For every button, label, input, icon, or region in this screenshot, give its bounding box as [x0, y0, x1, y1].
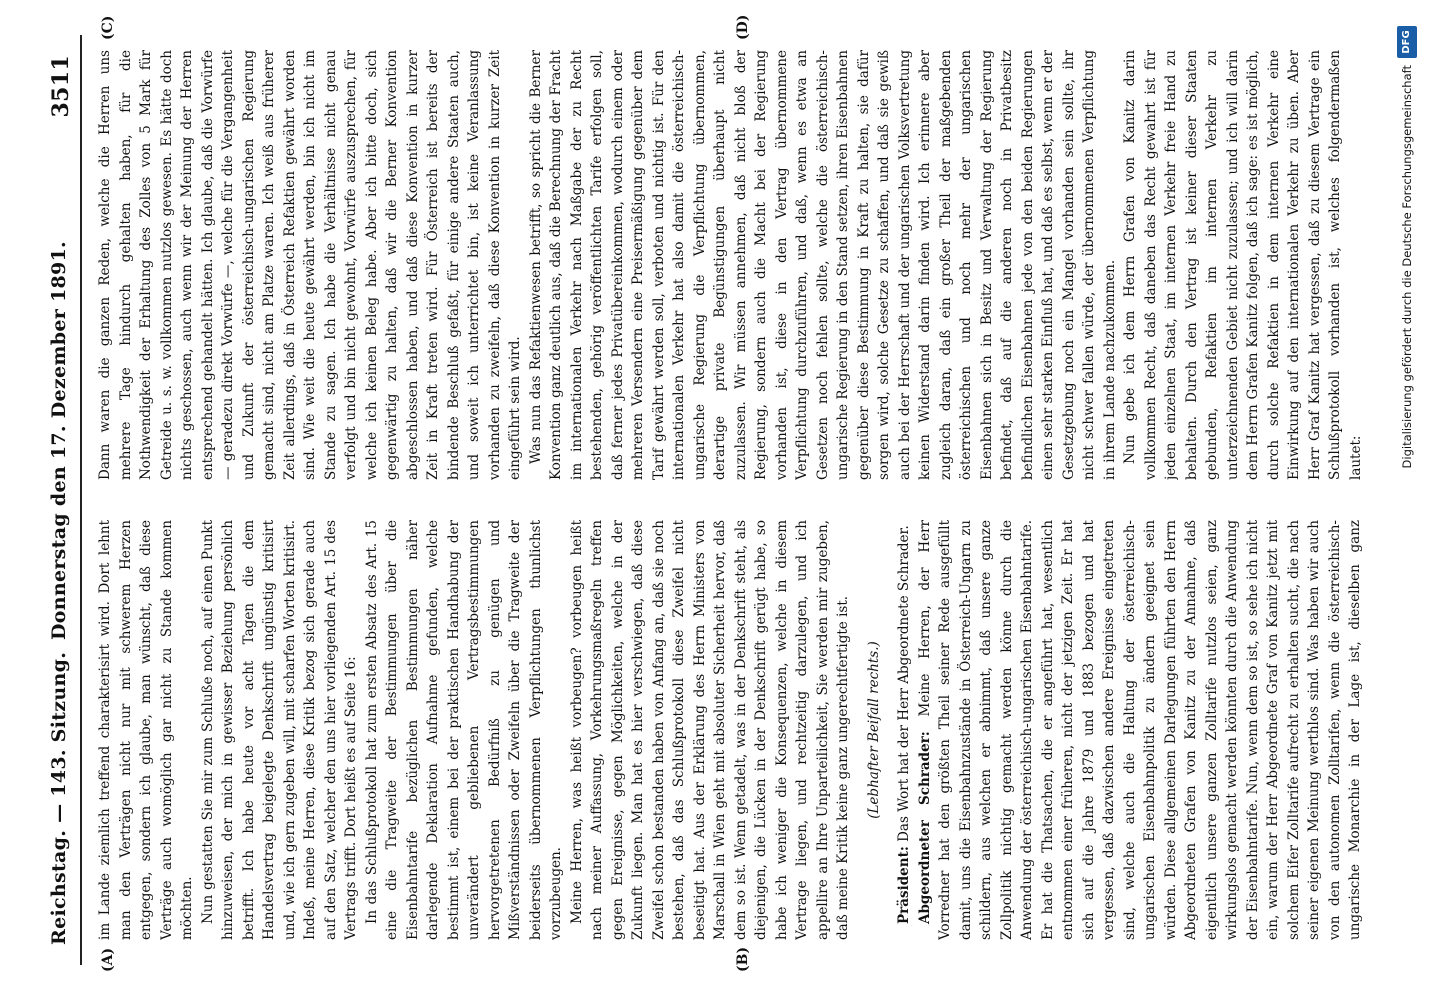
right-column	[95, 50, 1365, 480]
credit-text: Digitalisierung gefördert durch die Deutsche Forschungsgemeinschaft	[1400, 65, 1414, 469]
applause-note: (Lebhafter Beifall rechts.)	[865, 641, 882, 819]
margin-mark-c: (C)	[100, 15, 116, 40]
margin-mark-b: (B)	[735, 946, 751, 972]
speech-text: Meine Herren, der Herr Vorredner hat den größten Theil seiner Rede ausgefüllt damit, uns die Eisenbahnzustände in Österreich-Ungarn zu schildern, aus welchen er abnimmt, daß unsere ganze Zollpolitik nichtig gemacht werden könne durch die Anwendung der österreichisch-ungarischen Eisenbahntarife. Er hat die Thatsachen, die er angeführt hat, wesentlich entnommen einer früheren, nicht der jetzigen Zeit. Er hat sich auf die Jahre 1879 und 1883 bezogen und hat vergessen, daß dazwischen andere Ereignisse eingetreten sind, welche auch die Haltung der österreichisch-ungarischen Eisenbahnpolitik zu ändern geeignet sein würden. Diese allgemeinen Darlegungen führten den Herrn Abgeordneten Grafen von Kanitz zu der Annahme, daß eigentlich unsere ganzen Zolltarife nutzlos seien, ganz wirkungslos gemacht werden könnten durch die Anwendung der Eisenbahntarife. Nun, wenn dem so ist, so sehe ich nicht ein, warum der Herr Abgeordnete Graf von Kanitz jetzt mit solchem Eifer Zolltarife aufrecht zu erhalten sucht, die nach seiner eigenen Meinung werthlos sind. Was haben wir auch von den autonomen Zolltarifen, wenn die österreichisch-ungarische Monarchie in der Lage ist, dieselben ganz	[916, 520, 1363, 940]
paragraph: Nun gestatten Sie mir zum Schluße noch, auf einen Punkt hinzuweisen, der mich in gewisser Beziehung persönlich betrifft. Ich habe heute vor acht Tagen die dem Handelsvertrag beigelegte Denkschrift ungünstig kritisirt und, wie ich gern zugeben will, mit scharfen Worten kritisirt. Indeß, meine Herren, diese Kritik bezog sich gerade auch auf den Satz, welcher den uns hier vorliegenden Art. 15 des Vertrags trifft. Dort heißt es auf Seite 16:	[199, 520, 359, 940]
page-number: 3511	[48, 55, 74, 118]
president-statement	[894, 520, 915, 940]
paragraph: Was nun das Refaktienwesen betrifft, so spricht die Berner Konvention ganz deutlich aus, daß die Berechnung der Fracht im internationalen Verkehr nach Maßgabe der zu Recht bestehenden, gehörig veröffentlichten Tarife erfolgen soll, daß ferner jedes Privatübereinkommen, wodurch einem oder mehreren Versendern eine Preisermäßigung gegenüber dem Tarif gewährt werden soll, verboten und nichtig ist. Für den internationalen Verkehr hat also damit die österreichisch-ungarische Regierung die Verpflichtung übernommen, derartige private Begünstigungen überhaupt nicht zuzulassen. Wir müssen annehmen, daß nicht bloß der Regierung, sondern auch die Macht bei der Regierung vorhanden ist, diese in den Vertrag übernommene Verpflichtung durchzuführen, und daß, wenn es etwa an Gesetzen noch fehlen sollte, welche die österreichisch-ungarische Regierung in den Stand setzen, ihren Eisenbahnen gegenüber diese Bestimmung in Kraft zu halten, sie dafür sorgen wird, solche Gesetze zu schaffen, und daß sie gewiß auch bei der Herrschaft und der ungarischen Volksvertretung keinen Widerstand darin finden wird. Ich erinnere aber zugleich daran, daß ein großer Theil der maßgebenden österreichischen und noch mehr der ungarischen Eisenbahnen sich in Besitz und Verwaltung der Regierung befindet, daß auf die anderen noch in Privatbesitz befindlichen Eisenbahnen jede von den beiden Regierungen einen sehr starken Einfluß hat, und daß es selbst, wenn er der Gesetzgebung noch ein Mangel vorhanden sein sollte, ihr nicht schwer fallen würde, der übernommenen Verpflichtung in ihrem Lande nachzukommen.	[527, 50, 1118, 480]
page-header	[40, 30, 80, 970]
paragraph: Nun gebe ich dem Herrn Grafen von Kanitz darin vollkommen Recht, daß daneben das Recht gewahrt ist für jeden einzelnen Staat, im internen Verkehr freie Hand zu behalten. Durch den Vertrag ist keiner dieser Staaten gebunden, Refaktien im internen Verkehr zu unterzeichnenden Gebiet nicht zuzulassen; und ich will darin dem Herrn Grafen Kanitz folgen, daß ich sage: es ist möglich, durch solche Refaktien in dem internen Verkehr eine Einwirkung auf den internationalen Verkehr zu üben. Aber Herr Graf Kanitz hat vergessen, daß zu diesem Vertrage ein Schlußprotokoll vorhanden ist, welches folgendermaßen lautet:	[1122, 50, 1364, 480]
digitization-credit	[1395, 20, 1421, 980]
header-session: Reichstag. — 143. Sitzung.	[48, 651, 70, 945]
left-column	[95, 520, 1365, 940]
margin-mark-d: (D)	[735, 14, 751, 40]
margin-mark-a: (A)	[100, 947, 116, 972]
schrader-speech	[915, 520, 1366, 940]
header-rule	[80, 35, 82, 965]
speaker-president: Präsident:	[896, 846, 912, 924]
header-date: Donnerstag den 17. Dezember 1891.	[48, 241, 70, 640]
paragraph: Dann waren die ganzen Reden, welche die Herren uns mehrere Tage hindurch gehalten haben, für die Nothwendigkeit der Erhaltung des Zolles von 5 Mark für Getreide u. s. w. vollkommen nutzlos gewesen. Es hätte doch nichts geschossen, auch wenn wir der Meinung der Herren entsprechend gehandelt hätten. Ich glaube, daß die Vorwürfe — geradezu direkt Vorwürfe —, welche für die Vergangenheit und Zukunft der österreichisch-ungarischen Regierung gemacht sind, nicht am Platze waren. Ich weiß aus früherer Zeit allerdings, daß in Österreich Refaktien gewährt worden sind. Wie weit die heute gewährt werden, bin ich nicht im Stande zu sagen. Ich habe die Verhältnisse nicht genau verfolgt und bin nicht gewohnt, Vorwürfe auszusprechen, für welche ich keinen Beleg habe. Aber ich bitte doch, sich gegenwärtig zu halten, daß wir die Berner Konvention abgeschlossen haben, und daß diese Konvention in kurzer Zeit in Kraft treten wird. Für Österreich ist bereits der bindende Beschluß gefaßt, für einige andere Staaten auch, und soweit ich unterrichtet bin, ist keine Veranlassung vorhanden zu zweifeln, daß diese Konvention in kurzer Zeit eingeführt sein wird.	[97, 50, 523, 480]
paragraph-quote: In das Schlußprotokoll hat zum ersten Absatz des Art. 15 eine die Tragweite der Bestimmungen über die Eisenbahntarife bezüglichen Bestimmungen näher darlegende Deklaration Aufnahme gefunden, welche bestimmt ist, einem bei der praktischen Handhabung der unverändert gebliebenen Vertragsbestimmungen hervorgetretenen Bedürfniß zu genügen und Mißverständnissen oder Zweifeln über die Tragweite der beiderseits übernommenen Verpflichtungen thunlichst vorzubeugen.	[363, 520, 564, 940]
president-text: Das Wort hat der Herr Abgeordnete Schrader.	[896, 525, 912, 842]
paragraph: im Lande ziemlich treffend charakterisirt wird. Dort lehnt man den Verträgen nicht nur mit schwerem Herzen entgegen, sondern ich glaube, man wünscht, daß diese Verträge auch womöglich gar nicht zu Stande kommen möchten.	[97, 520, 195, 940]
speaker-schrader: Abgeordneter Schrader:	[916, 731, 933, 924]
paragraph: Meine Herren, was heißt vorbeugen? vorbeugen heißt nach meiner Auffassung, Vorkehrungsmaßregeln treffen gegen Ereignisse, gegen Möglichkeiten, welche in der Zukunft liegen. Man hat es hier verschwiegen, daß diese Zweifel schon bestanden haben von Anfang an, daß sie noch bestehen, daß das Schlußprotokoll diese Zweifel nicht beseitigt hat. Aus der Erklärung des Herrn Ministers von Marschall in Wien geht mit absoluter Sicherheit hervor, daß dem so ist. Wenn getadelt, was in der Denkschrift steht, als diejenigen, die Lücken in der Denkschrift gerügt habe, so habe ich weniger die Konsequenzen, welche in diesem Vertrage liegen, und rechtzeitig darzulegen, und ich appellire an Ihre Unparteilichkeit, Sie werden mir zugeben, daß meine Kritik keine ganz ungerechtfertigte ist.	[568, 520, 851, 940]
dfg-logo: DFG	[1397, 26, 1417, 58]
